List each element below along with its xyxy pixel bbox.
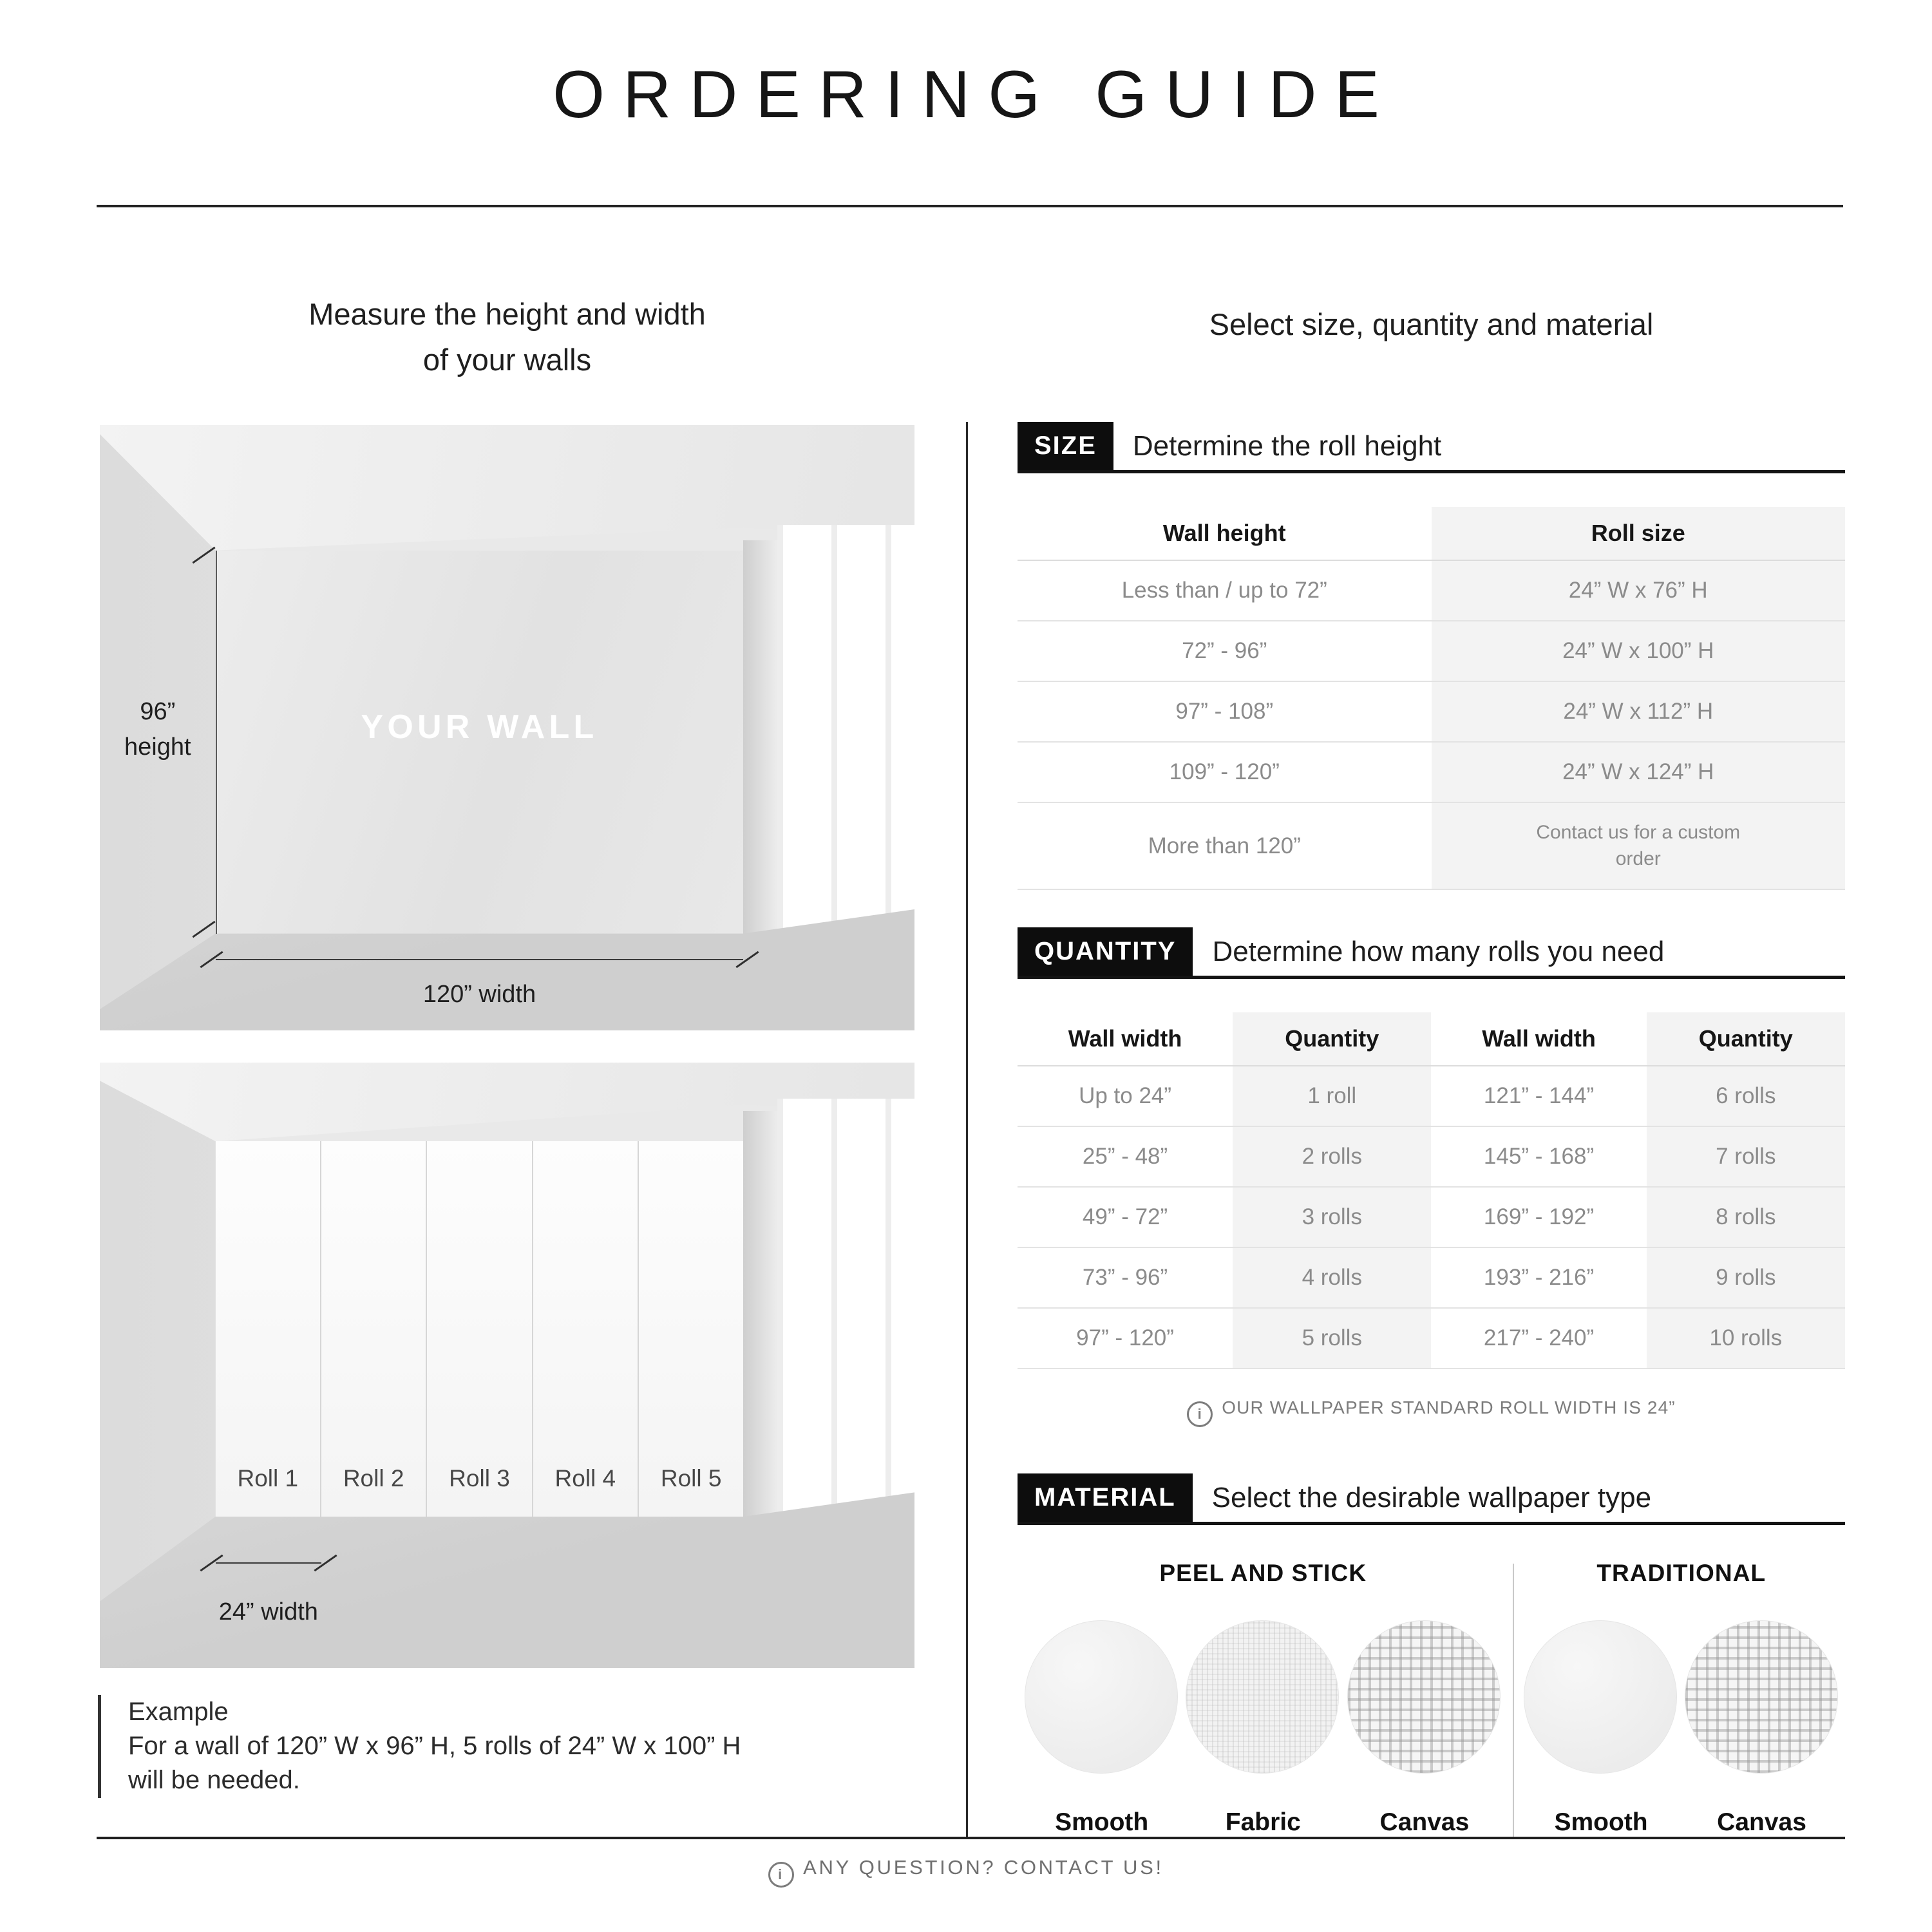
cell-quantity: 5 rolls xyxy=(1233,1308,1431,1368)
cell-wall-width: 121” - 144” xyxy=(1483,1083,1595,1108)
size-section-header xyxy=(1018,422,1845,473)
example-block xyxy=(98,1695,933,1798)
footer-contact xyxy=(0,1856,1932,1888)
height-dimension-line xyxy=(216,551,217,934)
material-label: Canvas xyxy=(1717,1808,1806,1836)
example-line1: For a wall of 120” W x 96” H, 5 rolls of 24” W x 100” H xyxy=(128,1732,741,1761)
custom-order-note: Contact us for a custom order xyxy=(1536,822,1741,869)
cell-wall-height: 97” - 108” xyxy=(1175,699,1274,724)
material-label: Fabric xyxy=(1225,1808,1301,1836)
quantity-tag: QUANTITY xyxy=(1018,927,1193,976)
roll-label: Roll 1 xyxy=(237,1464,299,1492)
col-header-wall-width: Wall width xyxy=(1068,1025,1182,1052)
window-jamb xyxy=(743,1111,777,1517)
cell-wall-width: 217” - 240” xyxy=(1483,1325,1595,1350)
wall-width-label: 120” width xyxy=(422,980,536,1008)
cell-quantity: 9 rolls xyxy=(1647,1247,1845,1308)
size-subtitle: Determine the roll height xyxy=(1132,430,1442,462)
table-row xyxy=(1018,681,1845,742)
roll-panels xyxy=(216,1141,744,1517)
height-value: 96” xyxy=(140,698,176,726)
note-text: OUR WALLPAPER STANDARD ROLL WIDTH IS 24” xyxy=(1222,1397,1676,1417)
roll-label: Roll 5 xyxy=(660,1464,722,1492)
cell-roll-size xyxy=(1432,802,1846,889)
material-group-divider xyxy=(1513,1564,1514,1837)
table-row xyxy=(1018,621,1845,681)
example-line2: will be needed. xyxy=(128,1766,300,1795)
info-icon: i xyxy=(768,1862,794,1888)
cell-wall-width: 97” - 120” xyxy=(1076,1325,1174,1350)
cell-quantity: 1 roll xyxy=(1233,1066,1431,1126)
smooth-texture-sample xyxy=(1025,1620,1178,1774)
col-header-wall-width: Wall width xyxy=(1482,1025,1596,1052)
quantity-section xyxy=(1018,927,1845,1427)
cell-quantity: 10 rolls xyxy=(1647,1308,1845,1368)
material-group-peel-and-stick xyxy=(1018,1560,1509,1837)
table-row xyxy=(1018,1066,1845,1126)
table-header-row xyxy=(1018,1012,1845,1066)
roll-width-dimension-line xyxy=(216,1562,321,1564)
left-column-heading xyxy=(100,291,914,383)
size-tag: SIZE xyxy=(1018,422,1113,470)
material-group-title: PEEL AND STICK xyxy=(1159,1560,1367,1586)
cell-wall-width: 145” - 168” xyxy=(1483,1144,1595,1169)
roll-panel xyxy=(533,1141,639,1517)
table-row xyxy=(1018,1187,1845,1247)
room-illustration-measure xyxy=(100,425,914,1030)
room-main-wall xyxy=(216,551,744,934)
roll-panel xyxy=(639,1141,743,1517)
material-group-title: TRADITIONAL xyxy=(1596,1560,1766,1586)
height-word: height xyxy=(124,734,191,761)
cell-wall-width: 193” - 216” xyxy=(1483,1265,1595,1290)
info-icon: i xyxy=(1187,1401,1213,1427)
cell-wall-height: Less than / up to 72” xyxy=(1121,578,1327,603)
example-heading: Example xyxy=(128,1698,229,1726)
footer-divider xyxy=(97,1837,1845,1839)
roll-panel xyxy=(321,1141,427,1517)
wall-height-label xyxy=(100,694,216,765)
col-header-quantity: Quantity xyxy=(1233,1012,1431,1066)
left-heading-line1: Measure the height and width xyxy=(308,297,706,331)
roll-panel xyxy=(216,1141,321,1517)
roll-width-label: 24” width xyxy=(218,1598,318,1625)
table-row xyxy=(1018,802,1845,889)
table-row xyxy=(1018,742,1845,802)
cell-wall-height: 109” - 120” xyxy=(1169,759,1280,784)
room-illustration-rolls xyxy=(100,1063,914,1668)
material-groups xyxy=(1018,1560,1845,1837)
table-row xyxy=(1018,1126,1845,1187)
cell-wall-width: 73” - 96” xyxy=(1082,1265,1168,1290)
cell-quantity: 4 rolls xyxy=(1233,1247,1431,1308)
page-title: ORDERING GUIDE xyxy=(553,57,1397,132)
size-section xyxy=(1018,422,1845,890)
material-label: Smooth xyxy=(1055,1808,1149,1836)
cell-roll-size: 24” W x 112” H xyxy=(1432,681,1846,742)
quantity-subtitle: Determine how many rolls you need xyxy=(1212,935,1665,967)
cell-quantity: 8 rolls xyxy=(1647,1187,1845,1247)
roll-panel xyxy=(427,1141,533,1517)
col-header-wall-height: Wall height xyxy=(1162,520,1286,546)
material-section xyxy=(1018,1473,1845,1837)
window-panes xyxy=(777,525,914,934)
footer-text: ANY QUESTION? CONTACT US! xyxy=(803,1856,1164,1879)
fabric-texture-sample xyxy=(1186,1620,1339,1774)
cell-wall-width: 25” - 48” xyxy=(1082,1144,1168,1169)
quantity-table xyxy=(1018,1012,1845,1369)
material-label: Canvas xyxy=(1379,1808,1470,1836)
right-column-heading: Select size, quantity and material xyxy=(1209,307,1654,341)
cell-wall-width: 49” - 72” xyxy=(1082,1204,1168,1229)
material-section-header xyxy=(1018,1473,1845,1525)
width-dimension-line xyxy=(216,959,744,960)
material-swatch-canvas xyxy=(1685,1620,1839,1837)
smooth-texture-sample xyxy=(1524,1620,1677,1774)
canvas-texture-sample xyxy=(1685,1620,1838,1774)
material-swatch-canvas xyxy=(1347,1620,1502,1837)
cell-quantity: 2 rolls xyxy=(1233,1126,1431,1187)
material-subtitle: Select the desirable wallpaper type xyxy=(1211,1481,1652,1513)
material-swatches xyxy=(1518,1620,1845,1837)
cell-wall-width: Up to 24” xyxy=(1079,1083,1172,1108)
cell-quantity: 3 rolls xyxy=(1233,1187,1431,1247)
window-jamb xyxy=(743,540,777,934)
cell-roll-size: 24” W x 76” H xyxy=(1432,560,1846,621)
roll-label: Roll 2 xyxy=(343,1464,404,1492)
material-swatches xyxy=(1018,1620,1509,1837)
material-swatch-smooth xyxy=(1524,1620,1678,1837)
roll-label: Roll 3 xyxy=(449,1464,510,1492)
roll-width-note xyxy=(1018,1397,1845,1427)
table-header-row xyxy=(1018,507,1845,560)
cell-quantity: 6 rolls xyxy=(1647,1066,1845,1126)
col-header-quantity: Quantity xyxy=(1647,1012,1845,1066)
cell-roll-size: 24” W x 100” H xyxy=(1432,621,1846,681)
title-divider xyxy=(97,205,1843,207)
roll-label: Roll 4 xyxy=(554,1464,616,1492)
cell-wall-width: 169” - 192” xyxy=(1483,1204,1595,1229)
cell-wall-height: More than 120” xyxy=(1148,833,1301,858)
col-header-roll-size: Roll size xyxy=(1432,507,1846,560)
your-wall-label: YOUR WALL xyxy=(361,708,598,746)
material-label: Smooth xyxy=(1554,1808,1648,1836)
table-row xyxy=(1018,1308,1845,1368)
material-swatch-fabric xyxy=(1186,1620,1340,1837)
cell-wall-height: 72” - 96” xyxy=(1182,638,1267,663)
size-table xyxy=(1018,507,1845,890)
quantity-section-header xyxy=(1018,927,1845,979)
window-panes xyxy=(777,1099,914,1517)
cell-roll-size: 24” W x 124” H xyxy=(1432,742,1846,802)
column-divider xyxy=(966,422,968,1837)
canvas-texture-sample xyxy=(1347,1620,1501,1774)
left-heading-line2: of your walls xyxy=(422,343,592,377)
material-tag: MATERIAL xyxy=(1018,1473,1193,1522)
table-row xyxy=(1018,560,1845,621)
cell-quantity: 7 rolls xyxy=(1647,1126,1845,1187)
material-group-traditional xyxy=(1518,1560,1845,1837)
table-row xyxy=(1018,1247,1845,1308)
material-swatch-smooth xyxy=(1025,1620,1179,1837)
